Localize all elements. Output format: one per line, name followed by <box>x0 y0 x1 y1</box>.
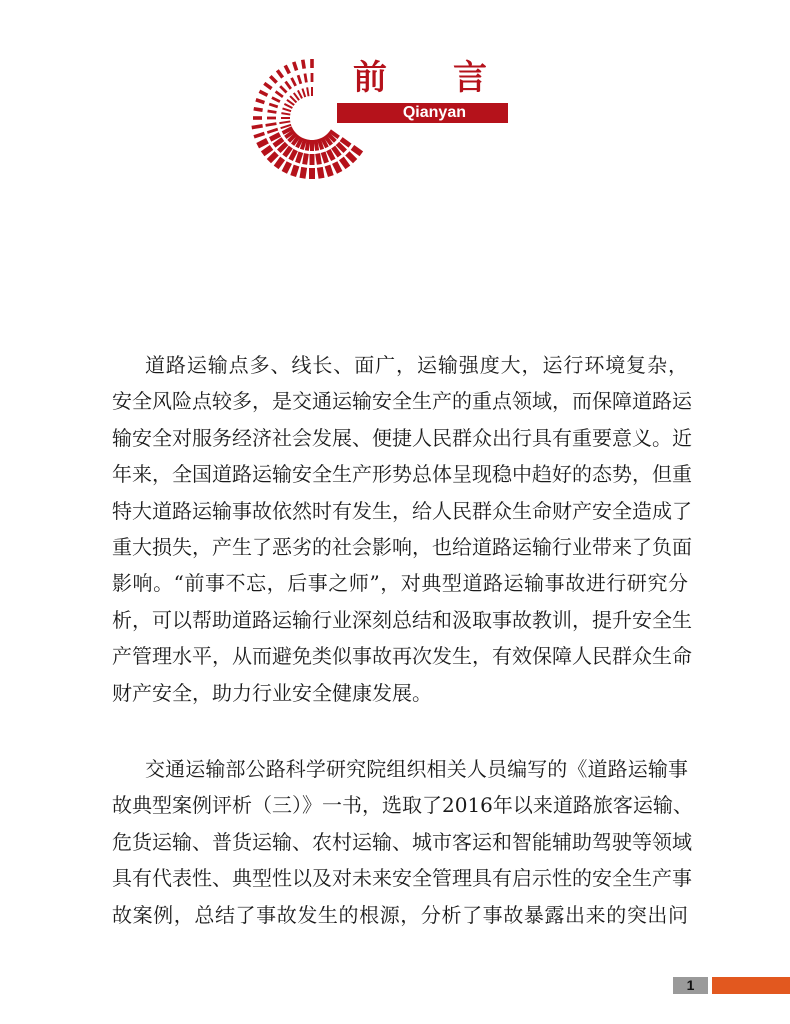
page-title-char-2: 言 <box>453 58 487 98</box>
sunburst-ray <box>284 163 289 173</box>
sunburst-ray <box>284 104 292 108</box>
sunburst-ray <box>267 129 277 132</box>
sunburst-ray <box>307 87 308 96</box>
sunburst-ray <box>272 98 280 102</box>
sunburst-ray <box>341 139 350 145</box>
sunburst-ray <box>320 167 322 178</box>
sunburst-ray <box>259 91 267 95</box>
sunburst-ray <box>286 82 291 89</box>
sunburst-ray <box>298 90 302 98</box>
sunburst-ray <box>307 140 309 151</box>
sunburst-ray <box>298 75 301 84</box>
sunburst-ray <box>294 62 297 71</box>
text-line: 年来，全国道路运输安全生产形势总体呈现稳中趋好的态势，但重 <box>112 462 692 487</box>
sunburst-ray <box>347 153 355 161</box>
page-number: 1 <box>673 977 708 994</box>
text-line: 重大损失，产生了恶劣的社会影响，也给道路运输行业带来了负面 <box>112 535 692 559</box>
sunburst-ray <box>292 78 296 86</box>
sunburst-ray <box>303 60 304 69</box>
sunburst-ray <box>264 83 271 88</box>
text-line: 输安全对服务经济社会发展、便捷人民群众出行具有重要意义。近 <box>112 425 692 450</box>
text-line: 具有代表性、典型性以及对未来安全管理具有启示性的安全生产事 <box>112 866 692 891</box>
sunburst-ray <box>315 140 317 151</box>
sunburst-ray <box>269 104 278 107</box>
sunburst-ray <box>352 147 361 153</box>
text-line: 特大道路运输事故依然时有发生，给人民群众生命财产安全造成了 <box>112 498 692 523</box>
text-line: 析，可以帮助道路运输行业深刻总结和汲取事故教训，提升安全生 <box>112 607 692 632</box>
text-line: 危货运输、普货运输、农村运输、城市客运和智能辅助驾驶等领域 <box>112 829 692 854</box>
sunburst-ray <box>270 134 280 139</box>
text-line: 安全风险点较多，是交通运输安全生产的重点领域，而保障道路运 <box>112 389 692 414</box>
text-line: 产管理水平，从而避免类似事故再次发生，有效保障人民群众生命 <box>112 644 692 669</box>
pinyin-banner: Qianyan <box>337 103 508 123</box>
sunburst-ray <box>333 147 339 156</box>
sunburst-ray <box>270 76 276 82</box>
sunburst-ray <box>287 100 294 105</box>
sunburst-ray <box>294 93 299 100</box>
sunburst-ray <box>254 109 263 110</box>
text-line: 道路运输点多、线长、面广，运输强度大，运行环境复杂， <box>145 353 688 377</box>
text-line: 故案例，总结了事故发生的根源，分析了事故暴露出来的突出问 <box>112 902 688 927</box>
sunburst-ray <box>263 147 272 153</box>
sunburst-ray <box>323 152 326 162</box>
sunburst-ray <box>258 141 268 146</box>
sunburst-ray <box>327 166 330 176</box>
sunburst-ray <box>318 154 320 165</box>
sunburst-ray <box>269 153 277 161</box>
page-footer-bar <box>712 977 790 994</box>
sunburst-ray <box>276 158 282 167</box>
sunburst-ray <box>268 111 277 112</box>
sunburst-ray <box>302 89 305 98</box>
sunburst-ray <box>252 126 263 128</box>
sunburst-ray <box>281 113 290 114</box>
sunburst-ray <box>276 92 283 97</box>
text-line: 交通运输部公路科学研究院组织相关人员编写的《道路运输事 <box>145 757 688 781</box>
sunburst-ray <box>254 133 264 136</box>
sunburst-ray <box>256 100 265 103</box>
sunburst-ray <box>266 124 277 126</box>
sunburst-ray <box>305 74 306 83</box>
sunburst-ray <box>279 143 287 151</box>
text-line: 故典型案例评析（三）》一书，选取了2016年以来道路旅客运输、 <box>112 793 693 818</box>
sunburst-ray <box>285 65 289 73</box>
page-title-char-1: 前 <box>353 58 387 98</box>
text-line: 财产安全，助力行业安全健康发展。 <box>112 680 432 705</box>
sunburst-ray <box>291 150 296 160</box>
sunburst-ray <box>328 150 333 160</box>
sunburst-ray <box>335 163 340 173</box>
sunburst-ray <box>305 154 307 165</box>
sunburst-ray <box>283 108 292 111</box>
sunburst-ray <box>284 147 290 156</box>
sunburst-ray <box>274 139 283 145</box>
sunburst-ray <box>279 121 290 123</box>
sunburst-ray <box>341 158 347 167</box>
sunburst-ray <box>293 166 296 176</box>
sunburst-ray <box>290 96 296 102</box>
text-line: 影响。“前事不忘，后事之师”，对典型道路运输事故进行研究分 <box>112 571 688 596</box>
sunburst-ray <box>337 143 345 151</box>
sunburst-ray <box>280 86 286 92</box>
sunburst-ray <box>277 70 282 77</box>
sunburst-ray <box>297 152 300 162</box>
sunburst-ray <box>302 167 304 178</box>
